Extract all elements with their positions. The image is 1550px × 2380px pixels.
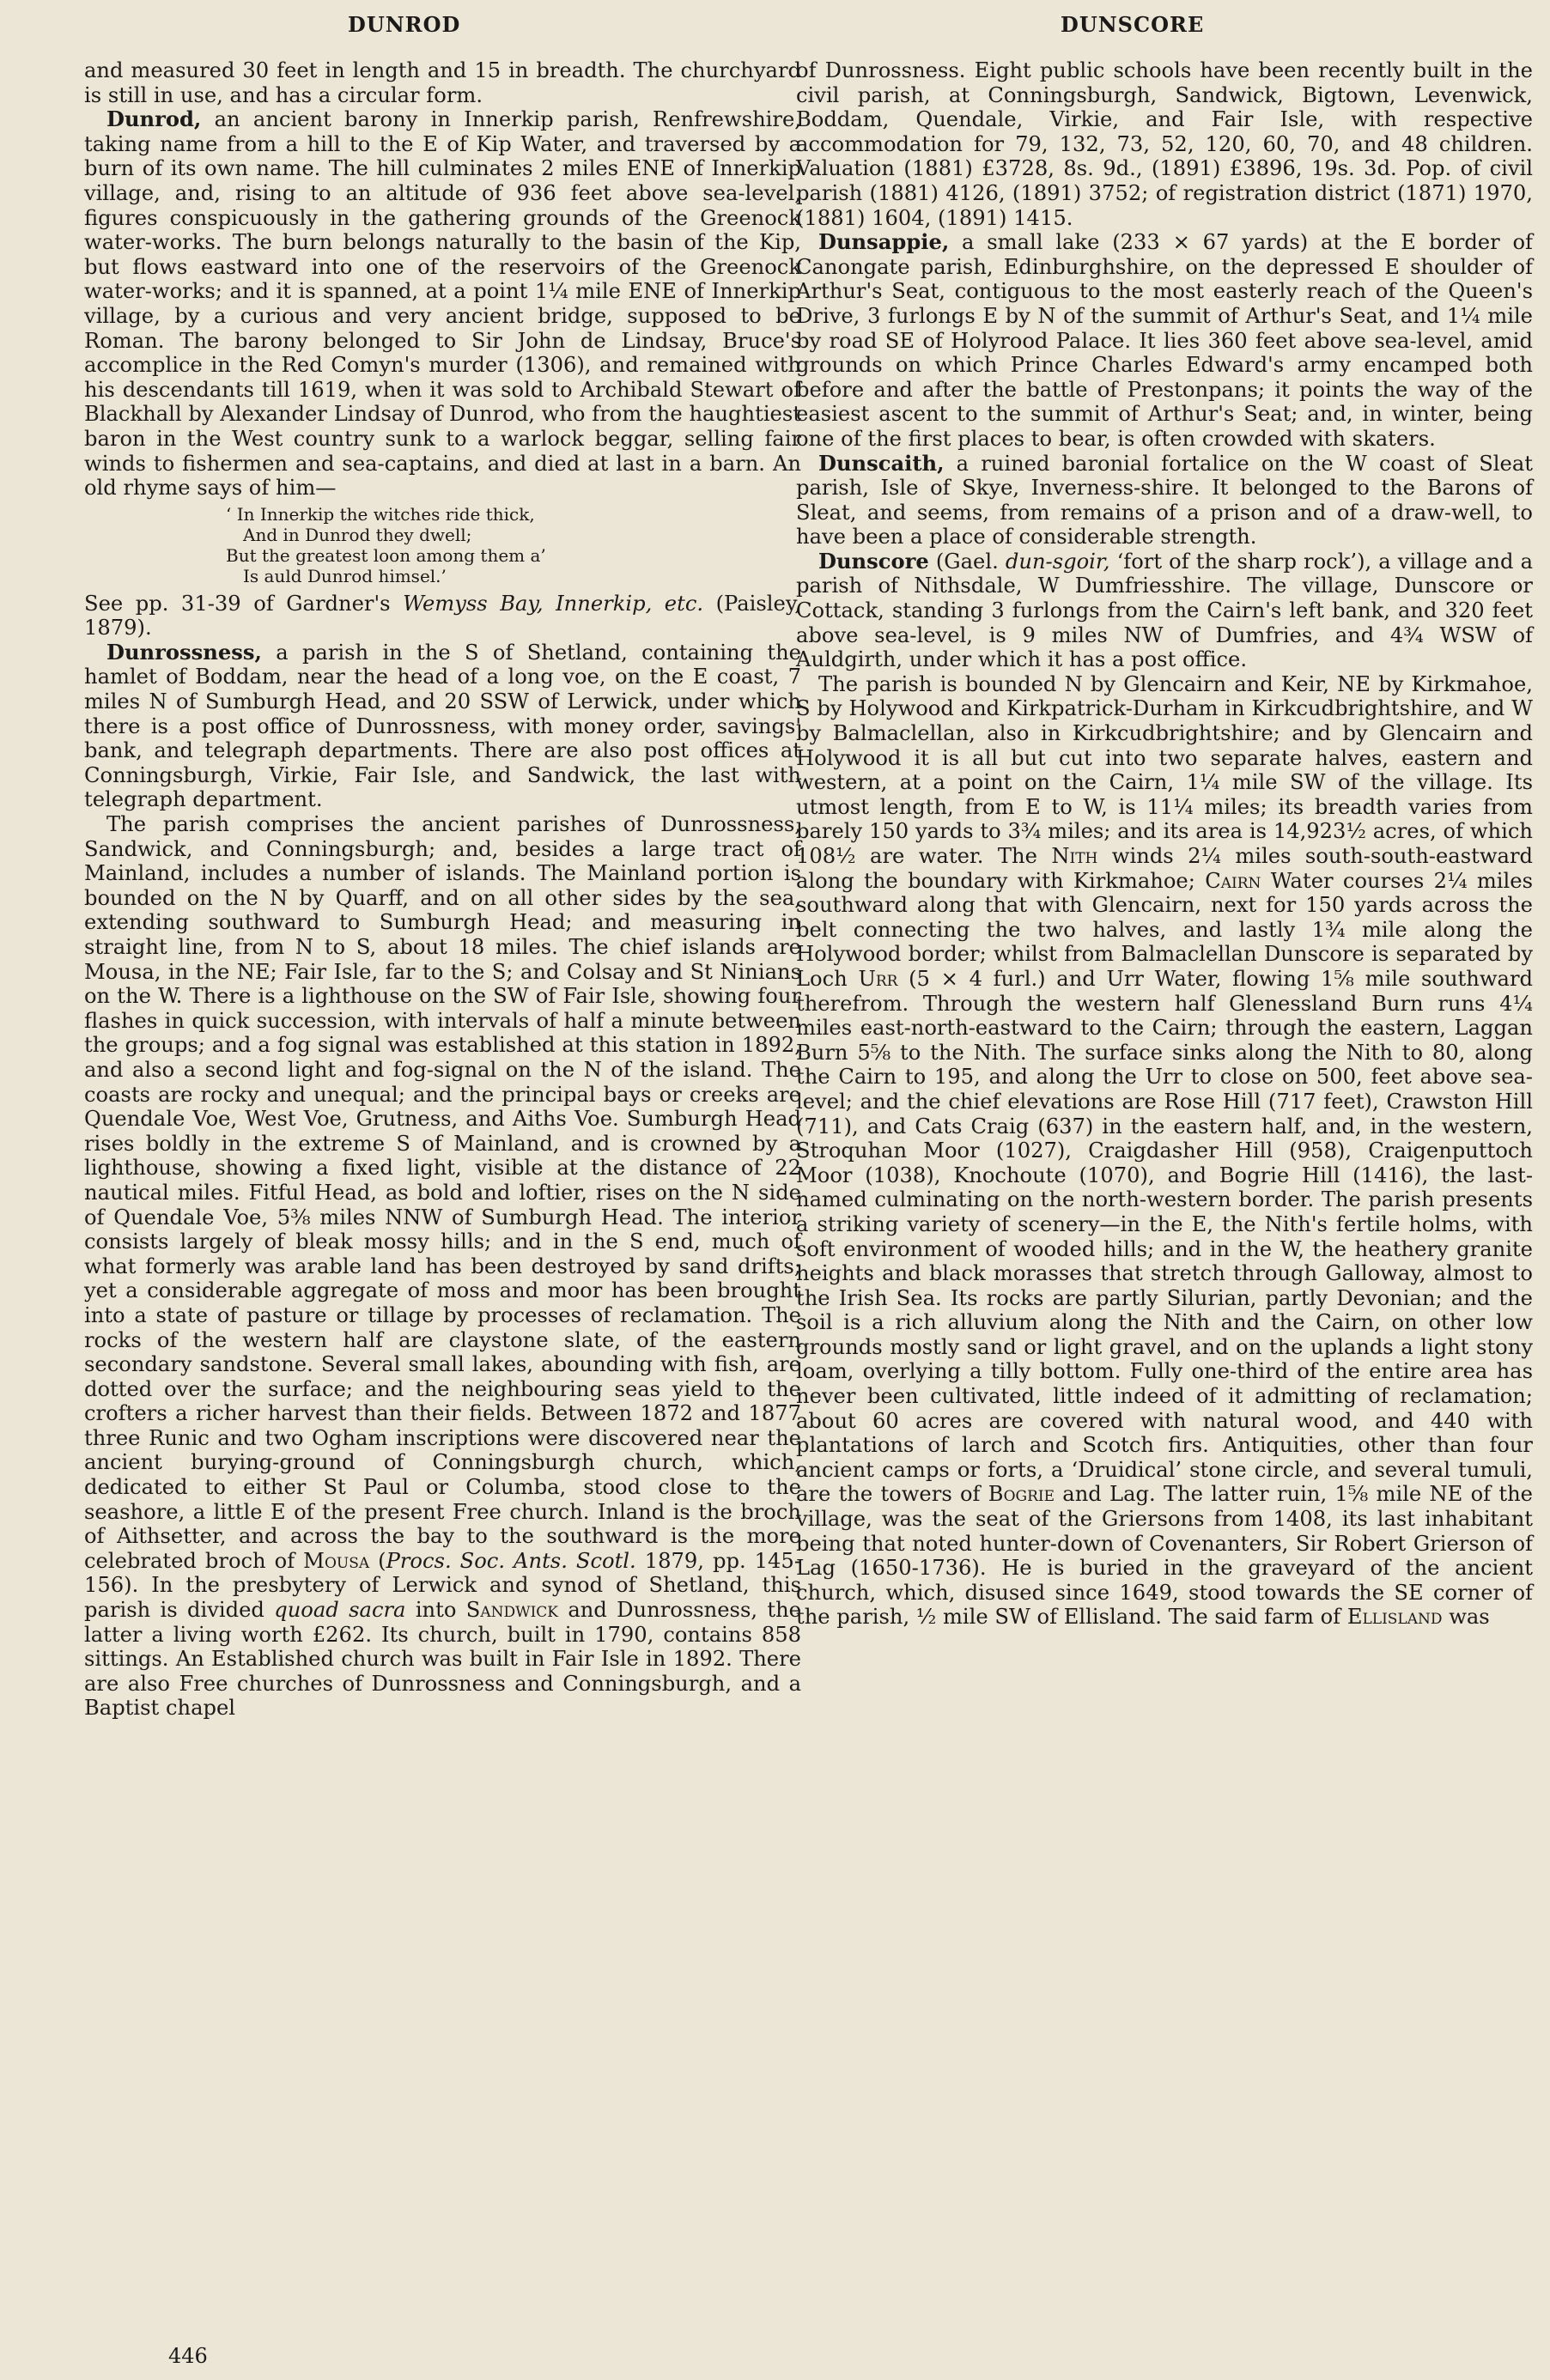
rhyme-line: But the greatest loon among them a’	[226, 544, 546, 566]
cross-reference: Bogrie	[988, 1482, 1055, 1507]
paragraph-text: was	[1442, 1605, 1490, 1630]
paragraph-text: The parish comprises the ancient parishes of Dunrossness, Sandwick, and Conningsburgh; and, besides a large tract of Mainland, includes a number of islands. The Mainland portion is bounded on the N by Quarff, and on all other sides by the sea, extending southward to Sumburgh Head; and measuring in straight line, from N to S, about 18 miles. The chief islands are Mousa, in the NE; Fair Isle, far to the S; and Colsay and St Ninians on the W. There is a lighthouse on the SW of Fair Isle, showing four flashes in quick succession, with intervals of half a minute between the groups; and a fog signal was established at this station in 1892, and also a second light and fog-signal on the N of the island. The coasts are rocky and unequal; and the principal bays or creeks are Quendale Voe, West Voe, Grutness, and Aiths Voe. Sumburgh Head rises boldly in the extreme S of Mainland, and is crowned by a lighthouse, showing a fixed light, visible at the distance of 22 nautical miles. Fitful Head, as bold and loftier, rises on the N side of Quendale Voe, 5⅜ miles NNW of Sumburgh Head. The interior consists largely of bleak mossy hills; and in the S end, much of what formerly was arable land has been destroyed by sand drifts; yet a considerable aggregate of moss and moor has been brought into a state of pasture or tillage by processes of reclamation. The rocks of the western half are claystone slate, of the eastern secondary sandstone. Several small lakes, abounding with fish, are dotted over the surface; and the neighbouring seas yield to the crofters a richer harvest than their fields. Between 1872 and 1877 three Runic and two Ogham inscriptions were discovered near the ancient burying-ground of Conningsburgh church, which, dedicated to either St Paul or Columba, stood close to the seashore, a little E of the present Free church. Inland is the broch of Aithsetter, and across the bay to the southward is the more celebrated broch of	[84, 812, 801, 1573]
entry-text: a parish in the S of Shetland, containing the hamlet of Boddam, near the head of a long voe, on the E coast, 7 miles N of Sumburgh Head, and 20 SSW of Lerwick, under which there is a post office of Dunrossness, with money order, savings' bank, and telegraph departments. There are also post offices at Conningsburgh, Virkie, Fair Isle, and Sandwick, the last with telegraph department.	[84, 640, 801, 812]
paragraph-text: (	[369, 1548, 386, 1573]
paragraph	[796, 58, 1533, 230]
reference-text: See pp. 31-39 of Gardner's	[84, 591, 404, 616]
entry-dunrossness	[84, 641, 801, 812]
header-right-title: DUNSCORE	[1061, 12, 1205, 37]
cross-reference: Urr	[858, 966, 898, 991]
cross-reference: Mousa	[303, 1548, 370, 1573]
paragraph-text: Water courses 2¼ miles southward along that with Glencairn, next for 150 yards across the belt connecting the two halves, and lastly 1¾ mile along the Holywood border; whilst from Balmaclellan Dunscore is separated by Loch	[796, 868, 1534, 991]
paragraph-text: and measured 30 feet in length and 15 in breadth. The churchyard is still in use, and has a circular form.	[84, 58, 801, 107]
headword: Dunscaith,	[818, 450, 945, 476]
cross-reference: Ellisland	[1346, 1605, 1443, 1630]
header-left-title: DUNROD	[348, 12, 461, 37]
paragraph	[84, 58, 801, 107]
cross-reference: Nith	[1051, 844, 1098, 868]
paragraph	[796, 672, 1533, 1630]
left-column	[84, 58, 801, 1721]
entry-text: ‘fort of the sharp rock’), a village and a parish of Nithsdale, W Dumfriesshire. The village, Dunscore or Cottack, standing 3 furlongs from the Cairn's left bank, and 320 feet above sea-level, is 9 miles NW of Dumfries, and 4¾ WSW of Auldgirth, under which it has a post office.	[796, 549, 1533, 672]
paragraph-text: of Dunrossness. Eight public schools have been recently built in the civil parish, at Conningsburgh, Sandwick, Bigtown, Levenwick, Boddam, Quendale, Virkie, and Fair Isle, with respective accommodation for 79, 132, 73, 52, 120, 60, 70, and 48 children. Valuation (1881) £3728, 8s. 9d., (1891) £3896, 19s. 3d. Pop. of civil parish (1881) 4126, (1891) 3752; of registration district (1871) 1970, (1881) 1604, (1891) 1415.	[796, 58, 1533, 230]
headword: Dunsappie,	[818, 229, 950, 255]
gaelic-term: dun-sgoir,	[1005, 549, 1110, 574]
paragraph-text: and Dunrossness, the latter a living worth £262. Its church, built in 1790, contains 858 sittings. An Established church was built in Fair Isle in 1892. There are also Free churches of Dunrossness and Conningsburgh, and a Baptist chapel	[84, 1598, 801, 1721]
entry-text: (Gael.	[928, 549, 1006, 574]
citation-title: Procs. Soc. Ants. Scotl.	[386, 1548, 636, 1573]
paragraph-text: 1879, pp. 145-156). In the presbytery of Lerwick and synod of Shetland, this parish is divided	[84, 1548, 801, 1623]
headword: Dunrossness,	[106, 639, 262, 665]
paragraph	[84, 812, 801, 1721]
entry-dunscaith	[796, 452, 1533, 549]
paragraph-text: (5 × 4 furl.) and Urr Water, flowing 1⅝ mile southward therefrom. Through the western half Glenessland Burn runs 4¼ miles east-north-eastward to the Cairn; through the eastern, Laggan Burn 5⅝ to the Nith. The surface sinks along the Nith to 80, along the Cairn to 195, and along the Urr to close on 500, feet above sea-level; and the chief elevations are Rose Hill (717 feet), Crawston Hill (711), and Cats Craig (637) in the eastern half, and, in the western, Stroquhan Moor (1027), Craigdasher Hill (958), Craigenputtoch Moor (1038), Knochoute (1070), and Bogrie Hill (1416), the last-named culminating on the north-western border. The parish presents a striking variety of scenery—in the E, the Nith's fertile holms, with soft environment of wooded hills; and in the W, the heathery granite heights and black morasses that stretch through Galloway, almost to the Irish Sea. Its rocks are partly Silurian, partly Devonian; and the soil is a rich alluvium along the Nith and the Cairn, on other low grounds mostly sand or light gravel, and on the uplands a light stony loam, overlying a tilly bottom. Fully one-third of the entire area has never been cultivated, little indeed of it admitting of reclamation; about 60 acres are covered with natural wood, and 440 with plantations of larch and Scotch firs. Antiquities, other than four ancient camps or forts, a ‘Druidical’ stone circle, and several tumuli, are the towers of	[796, 966, 1533, 1507]
paragraph-text: The parish is bounded N by Glencairn and Keir, NE by Kirkmahoe, S by Holywood and Kirkpatrick-Durham in Kirkcudbrightshire, and W by Balmaclellan, also in Kirkcudbrightshire; and by Glencairn and Holywood it is all but cut into two separate halves, eastern and western, at a point on the Cairn, 1¼ mile SW of the village. Its utmost length, from E to W, is 11¼ miles; its breadth varies from barely 150 yards to 3¾ miles; and its area is 14,923½ acres, of which 108½ are water. The	[796, 671, 1533, 868]
entry-text: a ruined baronial fortalice on the W coast of Sleat parish, Isle of Skye, Inverness-shire. It belonged to the Barons of Sleat, and seems, from remains of a prison and of a draw-well, to have been a place of considerable strength.	[796, 451, 1533, 549]
rhyme-line: Is auld Dunrod himsel.’	[243, 565, 447, 586]
entry-dunrod	[84, 107, 801, 501]
paragraph-text: winds 2¼ miles south-south-eastward along the boundary with Kirkmahoe;	[796, 844, 1534, 893]
latin-phrase: quoad sacra	[274, 1598, 406, 1623]
paragraph-text: and Lag. The latter ruin, 1⅝ mile NE of the village, was the seat of the Griersons from 1408, its last inhabitant being that noted hunter-down of Covenanters, Sir Robert Grierson of Lag (1650-1736). He is buried in the graveyard of the ancient church, which, disused since 1649, stood towards the SE corner of the parish, ½ mile SW of Ellisland. The said farm of	[796, 1482, 1534, 1630]
right-column	[796, 58, 1533, 1630]
reference-title: Wemyss Bay, Innerkip, etc.	[403, 591, 704, 616]
headword: Dunrod,	[106, 106, 202, 132]
entry-dunscore	[796, 549, 1533, 672]
page-number: 446	[168, 2344, 208, 2368]
running-header	[52, 12, 1498, 46]
rhyme-line: ‘ In Innerkip the witches ride thick,	[226, 503, 535, 525]
paragraph-text: into	[405, 1598, 466, 1623]
reference-text: (Paisley, 1879).	[84, 591, 801, 641]
reference	[84, 592, 801, 641]
cross-reference: Cairn	[1205, 868, 1261, 893]
entry-text: a small lake (233 × 67 yards) at the E border of Canongate parish, Edinburghshire, on the depressed E shoulder of Arthur's Seat, contiguous to the most easterly reach of the Queen's Drive, 3 furlongs E by N of the summit of Arthur's Seat, and 1¼ mile by road SE of Holyrood Palace. It lies 360 feet above sea-level, amid grounds on which Prince Charles Edward's army encamped both before and after the battle of Prestonpans; it points the way of the easiest ascent to the summit of Arthur's Seat; and, in winter, being one of the first places to bear, is often crowded with skaters.	[796, 230, 1533, 451]
entry-text: an ancient barony in Innerkip parish, Renfrewshire, taking name from a hill to the E of Kip Water, and traversed by a burn of its own name. The hill culminates 2 miles ENE of Innerkip village, and, rising to an altitude of 936 feet above sea-level, figures conspicuously in the gathering grounds of the Greenock water-works. The burn belongs naturally to the basin of the Kip, but flows eastward into one of the reservoirs of the Greenock water-works; and it is spanned, at a point 1¼ mile ENE of Innerkip village, by a curious and very ancient bridge, supposed to be Roman. The barony belonged to Sir John de Lindsay, Bruce's accomplice in the Red Comyn's murder (1306), and remained with his descendants till 1619, when it was sold to Archibald Stewart of Blackhall by Alexander Lindsay of Dunrod, who from the haughtiest baron in the West country sunk to a warlock beggar, selling fair winds to fishermen and sea-captains, and died at last in a barn. An old rhyme says of him—	[84, 107, 801, 501]
rhyme-line: And in Dunrod they dwell;	[243, 524, 472, 545]
cross-reference: Sandwick	[465, 1598, 558, 1623]
headword: Dunscore	[818, 548, 929, 574]
entry-dunsappie	[796, 230, 1533, 451]
rhyme-quote	[84, 504, 801, 586]
